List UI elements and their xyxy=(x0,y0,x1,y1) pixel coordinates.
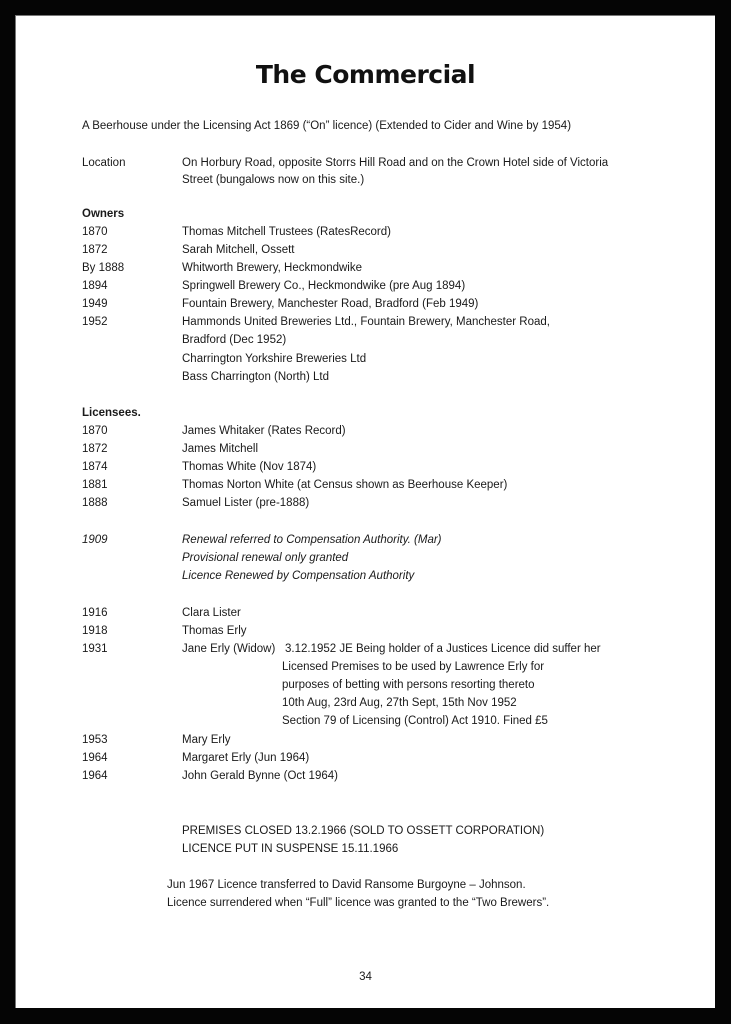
betting-note-line: Licensed Premises to be used by Lawrence Erly for xyxy=(282,661,545,673)
owner-year: 1894 xyxy=(82,280,108,292)
page-number: 34 xyxy=(359,971,372,983)
licensee-year: 1953 xyxy=(82,734,108,746)
owner-year: 1952 xyxy=(82,316,108,328)
betting-note-line: Section 79 of Licensing (Control) Act 1910. Fined £5 xyxy=(282,715,548,727)
licensee-name: John Gerald Bynne (Oct 1964) xyxy=(182,770,338,782)
page-title: The Commercial xyxy=(255,60,476,89)
licensee-name: Clara Lister xyxy=(182,607,241,619)
betting-note-line: 3.12.1952 JE Being holder of a Justices Licence did suffer her xyxy=(285,643,601,655)
licensee-name: James Whitaker (Rates Record) xyxy=(182,425,346,437)
licensee-year: 1964 xyxy=(82,752,108,764)
final-note-line: Jun 1967 Licence transferred to David Ransome Burgoyne – Johnson. xyxy=(167,879,526,891)
licensee-year: 1964 xyxy=(82,770,108,782)
owner-year: By 1888 xyxy=(82,262,125,274)
renewal-year: 1909 xyxy=(82,534,108,546)
intro-text: A Beerhouse under the Licensing Act 1869 (“On” licence) (Extended to Cider and Wine by 1954) xyxy=(82,120,572,132)
owner-text: Fountain Brewery, Manchester Road, Bradford (Feb 1949) xyxy=(182,298,479,310)
document-page xyxy=(15,15,715,1008)
owner-text: Thomas Mitchell Trustees (RatesRecord) xyxy=(182,226,391,238)
betting-note-line: 10th Aug, 23rd Aug, 27th Sept, 15th Nov 1952 xyxy=(282,697,517,709)
renewal-line: Licence Renewed by Compensation Authority xyxy=(182,570,415,582)
licensee-name: Margaret Erly (Jun 1964) xyxy=(182,752,310,764)
owner-text: Charrington Yorkshire Breweries Ltd xyxy=(182,353,367,365)
location-line-2: Street (bungalows now on this site.) xyxy=(182,174,365,186)
licensees-heading: Licensees. xyxy=(82,407,141,419)
location-line-1: On Horbury Road, opposite Storrs Hill Road and on the Crown Hotel side of Victoria xyxy=(182,157,609,169)
renewal-line: Provisional renewal only granted xyxy=(182,552,349,564)
closure-line: PREMISES CLOSED 13.2.1966 (SOLD TO OSSETT CORPORATION) xyxy=(182,825,545,837)
licensee-year: 1916 xyxy=(82,607,108,619)
licensee-year: 1918 xyxy=(82,625,108,637)
owner-text: Springwell Brewery Co., Heckmondwike (pre Aug 1894) xyxy=(182,280,466,292)
location-label: Location xyxy=(82,157,126,169)
licensee-year: 1870 xyxy=(82,425,108,437)
final-note-line: Licence surrendered when “Full” licence was granted to the “Two Brewers”. xyxy=(167,897,550,909)
licensee-name: Jane Erly (Widow) xyxy=(182,643,276,655)
renewal-line: Renewal referred to Compensation Authority. (Mar) xyxy=(182,534,442,546)
licensee-year: 1874 xyxy=(82,461,108,473)
owners-heading: Owners xyxy=(82,208,125,220)
owner-year: 1870 xyxy=(82,226,108,238)
licensee-name: Thomas Erly xyxy=(182,625,247,637)
owner-text: Bass Charrington (North) Ltd xyxy=(182,371,330,383)
licensee-name: Samuel Lister (pre-1888) xyxy=(182,497,310,509)
owner-year: 1949 xyxy=(82,298,108,310)
owner-text: Bradford (Dec 1952) xyxy=(182,334,287,346)
licensee-name: James Mitchell xyxy=(182,443,259,455)
licensee-name: Thomas Norton White (at Census shown as Beerhouse Keeper) xyxy=(182,479,508,491)
licensee-year: 1931 xyxy=(82,643,108,655)
owner-text: Whitworth Brewery, Heckmondwike xyxy=(182,262,363,274)
licensee-name: Thomas White (Nov 1874) xyxy=(182,461,317,473)
betting-note-line: purposes of betting with persons resorting thereto xyxy=(282,679,535,691)
owner-text: Hammonds United Breweries Ltd., Fountain Brewery, Manchester Road, xyxy=(182,316,550,328)
licensee-year: 1872 xyxy=(82,443,108,455)
licensee-year: 1888 xyxy=(82,497,108,509)
licensee-year: 1881 xyxy=(82,479,108,491)
licensee-name: Mary Erly xyxy=(182,734,231,746)
closure-line: LICENCE PUT IN SUSPENSE 15.11.1966 xyxy=(182,843,399,855)
owner-text: Sarah Mitchell, Ossett xyxy=(182,244,295,256)
owner-year: 1872 xyxy=(82,244,108,256)
